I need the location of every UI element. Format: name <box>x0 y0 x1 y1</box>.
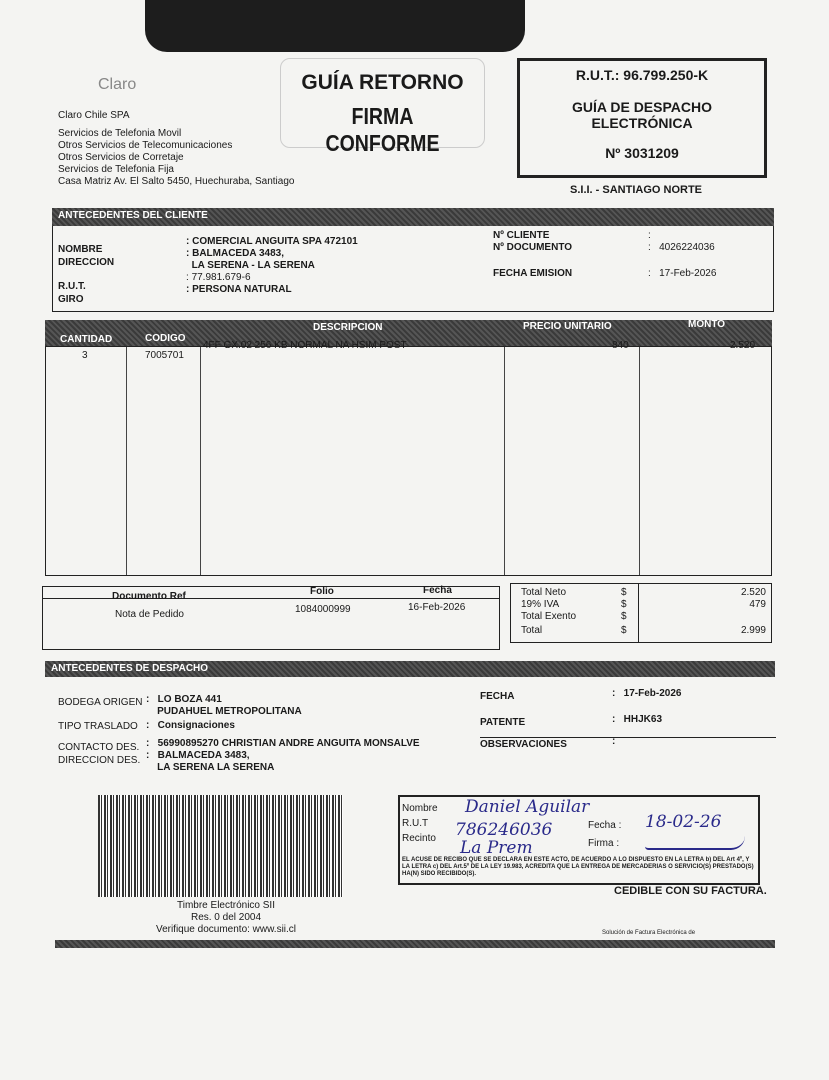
footer-solution: Solución de Factura Electrónica de <box>602 930 696 936</box>
label: Recinto <box>402 833 436 844</box>
col-header: PRECIO UNITARIO <box>523 321 612 332</box>
amount: 2.520 <box>730 340 756 351</box>
issuer-rut: R.U.T.: 96.799.250-K <box>575 67 709 83</box>
total-row <box>521 599 766 611</box>
return-stamp <box>280 58 485 156</box>
client-giro: PERSONA NATURAL <box>192 284 292 295</box>
col-header: DESCRIPCION <box>313 322 383 333</box>
label: PATENTE <box>480 717 526 728</box>
col-header: CANTIDAD <box>60 334 113 345</box>
code: 7005701 <box>145 350 184 361</box>
timbre-line: Timbre Electrónico SII <box>177 900 275 911</box>
stamp-line: FIRMA CONFORME <box>325 103 440 156</box>
stamp-line: GUÍA RETORNO <box>301 71 464 94</box>
receipt-date: 18-02-26 <box>645 812 722 832</box>
dispatch-values: : LO BOZA 441 PUDAHUEL METROPOLITANA : Consignaciones : 56990895270 CHRISTIAN ANDRE ANGUITA MONSALVE : BALMACEDA 3483, LA SERENA LA SERENA <box>146 694 420 773</box>
currency: $ <box>621 587 627 598</box>
receiver-premises: La Prem <box>460 838 533 858</box>
timbre-line: Res. 0 del 2004 <box>190 912 262 923</box>
label: DIRECCION DES. <box>58 755 141 766</box>
receiver-rut: 786246036 <box>455 820 553 840</box>
col-header: Fecha <box>423 585 452 596</box>
label: BODEGA ORIGEN <box>58 697 143 708</box>
label: CONTACTO DES. <box>58 742 140 753</box>
service-line: Otros Servicios de Corretaje <box>58 152 184 163</box>
receipt-labels <box>402 801 438 846</box>
label: Nombre <box>402 803 438 814</box>
document-id-box <box>517 58 767 178</box>
currency: $ <box>621 599 627 610</box>
label: TIPO TRASLADO <box>58 721 138 732</box>
doc-type: ELECTRÓNICA <box>591 115 693 131</box>
claro-logo: Claro <box>98 76 137 93</box>
client-name: COMERCIAL ANGUITA SPA 472101 <box>192 236 358 247</box>
clipboard-clip <box>145 0 525 52</box>
totals <box>521 587 766 637</box>
service-line: Otros Servicios de Telecomunicaciones <box>58 140 233 151</box>
timbre-line: Verifique documento: www.sii.cl <box>155 924 297 935</box>
reference-folio: 1084000999 <box>295 604 351 615</box>
dispatch-date: 17-Feb-2026 <box>623 688 682 699</box>
label: NOMBRE <box>58 244 103 255</box>
currency: $ <box>621 625 627 636</box>
transfer-type: Consignaciones <box>157 720 235 731</box>
label: Firma : <box>588 838 620 849</box>
legal-text: EL ACUSE DE RECIBO QUE SE DECLARA EN ESTE ACTO, DE ACUERDO A LO DISPUESTO EN LA LETRA b) DEL Art 4º, Y LA LETRA c) DEL Art.5º DE LA LEY 19.983, ACREDITA QUE LA ENTREGA DE MERCADERIAS O SERVICIO(S) PRESTADO(S) HA(N) SIDO RECIBIDO(S). <box>402 857 754 877</box>
label: FECHA EMISION <box>493 268 573 279</box>
col-header: Documento Ref <box>112 591 186 602</box>
doc-number: Nº 3031209 <box>605 145 679 161</box>
total-label: 19% IVA <box>521 599 560 610</box>
col-header: Folio <box>310 586 334 597</box>
client-labels <box>58 243 114 306</box>
label: OBSERVACIONES <box>480 739 567 750</box>
label: GIRO <box>58 294 84 305</box>
cedible-label: CEDIBLE CON SU FACTURA. <box>614 885 767 897</box>
label: Fecha : <box>588 820 622 831</box>
total-label: Total Neto <box>521 587 567 598</box>
origin-location: PUDAHUEL METROPOLITANA <box>157 706 302 717</box>
total-value: 2.520 <box>740 587 766 598</box>
doc-type: GUÍA DE DESPACHO <box>571 99 712 115</box>
total-row <box>521 611 766 623</box>
currency: $ <box>621 611 627 622</box>
contact: 56990895270 CHRISTIAN ANDRE ANGUITA MONSALVE <box>157 738 420 749</box>
pdf417-barcode <box>98 795 343 897</box>
sii-office: S.I.I. - SANTIAGO NORTE <box>570 184 703 196</box>
description: 4FF GX.02 256 KB NORMAL NA HSIM POST <box>203 340 407 351</box>
client-address: BALMACEDA 3483, <box>192 248 284 259</box>
total-label: Total <box>521 625 543 636</box>
total-value: 479 <box>749 599 766 610</box>
destination-city: LA SERENA LA SERENA <box>157 762 275 773</box>
label: FECHA <box>480 691 515 702</box>
company-name: Claro Chile SPA <box>58 110 130 121</box>
total-row <box>521 625 766 637</box>
client-meta-values: : : 4026224036 : 17-Feb-2026 <box>648 230 717 279</box>
service-line: Servicios de Telefonia Movil <box>58 128 182 139</box>
reference-date: 16-Feb-2026 <box>408 602 466 613</box>
receiver-name: Daniel Aguilar <box>465 797 590 817</box>
dispatch-labels <box>58 696 142 767</box>
issue-date: 17-Feb-2026 <box>659 268 717 279</box>
service-line: Servicios de Telefonia Fija <box>58 164 174 175</box>
client-section-header: ANTECEDENTES DEL CLIENTE <box>52 208 774 226</box>
reference-document: Nota de Pedido <box>115 609 184 620</box>
footer-bar <box>55 940 775 948</box>
signature <box>645 836 745 850</box>
total-row <box>521 587 766 599</box>
dispatch-meta-values: : 17-Feb-2026 : HHJK63 : <box>612 688 682 747</box>
origin-warehouse: LO BOZA 441 <box>157 694 222 705</box>
company-info <box>58 110 294 188</box>
total-value: 2.999 <box>740 625 766 636</box>
unit-price: 840 <box>612 340 629 351</box>
dispatch-section-header: ANTECEDENTES DE DESPACHO <box>45 661 775 677</box>
label: R.U.T <box>402 818 429 829</box>
destination-address: BALMACEDA 3483, <box>157 750 250 761</box>
client-meta-labels <box>493 230 572 280</box>
client-rut: 77.981.679-6 <box>191 272 251 283</box>
license-plate: HHJK63 <box>623 714 663 725</box>
label: Nº DOCUMENTO <box>493 242 573 253</box>
col-header: MONTO <box>688 319 726 330</box>
label: R.U.T. <box>58 281 86 292</box>
timbre-text <box>146 900 306 936</box>
client-values: : COMERCIAL ANGUITA SPA 472101 : BALMACEDA 3483, LA SERENA - LA SERENA : 77.981.679-6 : PERSONA NATURAL <box>186 236 358 295</box>
label: Nº CLIENTE <box>493 230 550 241</box>
label: DIRECCION <box>58 257 115 268</box>
address-line: Casa Matriz Av. El Salto 5450, Huechuraba, Santiago <box>58 176 295 187</box>
client-city: LA SERENA - LA SERENA <box>191 260 315 271</box>
quantity: 3 <box>82 350 88 361</box>
total-label: Total Exento <box>521 611 577 622</box>
total-value <box>641 611 766 623</box>
dispatch-meta-labels <box>480 690 567 751</box>
items-table <box>45 346 772 576</box>
document-number: 4026224036 <box>659 242 715 253</box>
col-header: CODIGO <box>145 333 186 344</box>
